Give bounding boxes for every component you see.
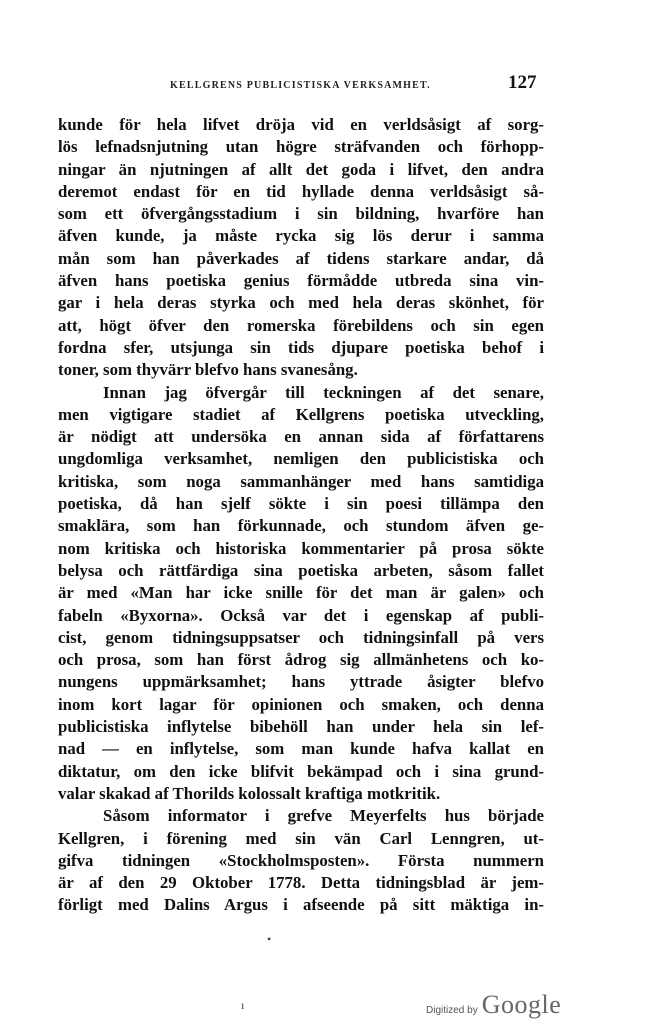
text-line: diktatur, om den icke blifvit bekämpad och i sina grund- — [58, 761, 544, 781]
text-line: äfven hans poetiska genius förmådde utbreda sina vin- — [58, 271, 544, 291]
text-line: nom kritiska och historiska kommentarier på prosa sökte — [58, 538, 544, 558]
text-line: kritiska, som noga sammanhänger med hans samtidiga — [58, 471, 544, 491]
page-number: 127 — [508, 72, 537, 93]
ink-speck: ı — [241, 998, 245, 1012]
text-line: är af den 29 Oktober 1778. Detta tidningsblad är jem- — [58, 873, 544, 893]
text-line: mån som han påverkades af tidens starkare andar, då — [58, 248, 544, 268]
text-line: kunde för hela lifvet dröja vid en verldsåsigt af sorg- — [58, 115, 544, 134]
body-text — [58, 114, 544, 917]
text-line: är med «Man har icke snille för det man är galen» och — [58, 583, 544, 603]
text-line: förligt med Dalins Argus i afseende på sitt mäktiga in- — [58, 895, 544, 915]
text-line: belysa och rättfärdiga sina poetiska arbeten, såsom fallet — [58, 560, 544, 580]
text-line: lös lefnadsnjutning utan högre sträfvanden och förhopp- — [58, 137, 544, 157]
text-line: publicistiska inflytelse bibehöll han under hela sin lef- — [58, 717, 544, 737]
text-line: gar i hela deras styrka och med hela deras skönhet, för — [58, 293, 544, 313]
text-line: ungdomliga verksamhet, nemligen den publicistiska och — [58, 449, 544, 469]
text-line: smaklära, som han förkunnade, och stundom äfven ge- — [58, 516, 544, 536]
paragraph-start-line: Innan jag öfvergår till teckningen af det senare, — [103, 382, 544, 402]
text-line: Kellgren, i förening med sin vän Carl Lenngren, ut- — [58, 828, 544, 848]
text-line: nungens uppmärksamhet; hans yttrade åsigter blefvo — [58, 672, 544, 692]
text-line: fordna sfer, utsjunga sin tids djupare poetiska behof i — [58, 337, 544, 357]
text-line: nad — en inflytelse, som man kunde hafva kallat en — [58, 739, 544, 759]
text-line: valar skakad af Thorilds kolossalt kraftiga motkritik. — [58, 783, 441, 803]
text-line: poetiska, då han sjelf sökte i sin poesi tillämpa den — [58, 494, 544, 514]
text-line: gifva tidningen «Stockholmsposten». Första nummern — [58, 850, 544, 870]
text-line: men vigtigare stadiet af Kellgrens poetiska utveckling, — [58, 404, 544, 424]
text-line: att, högt öfver den romerska förebildens och sin egen — [58, 315, 544, 335]
running-head: KELLGRENS PUBLICISTISKA VERKSAMHET. — [170, 80, 431, 91]
text-line: ningar än njutningen af allt det goda i lifvet, den andra — [58, 159, 544, 179]
text-line: deremot endast för en tid hyllade denna verldsåsigt så- — [58, 181, 544, 201]
text-line: är nödigt att undersöka en annan sida af författarens — [58, 427, 544, 447]
google-logo: Google — [481, 990, 562, 1019]
paragraph-start-line: Såsom informator i grefve Meyerfelts hus började — [103, 806, 544, 826]
digitized-by-label: Digitized by — [426, 1005, 478, 1016]
text-line: och prosa, som han först ådrog sig allmänhetens och ko- — [58, 650, 544, 670]
text-line: fabeln «Byxorna». Också var det i egenskap af publi- — [58, 605, 544, 625]
text-line: som ett öfvergångsstadium i sin bildning, hvarföre han — [58, 204, 544, 224]
digitized-by-google-watermark — [426, 990, 561, 1020]
text-line: äfven kunde, ja måste rycka sig lös derur i samma — [58, 226, 544, 246]
text-line: cist, genom tidningsuppsatser och tidningsinfall på vers — [58, 627, 544, 647]
text-line: inom kort lagar för opinionen och smaken, och denna — [58, 694, 544, 714]
ink-speck: • — [267, 932, 272, 946]
text-line: toner, som thyvärr blefvo hans svanesång. — [58, 360, 358, 380]
